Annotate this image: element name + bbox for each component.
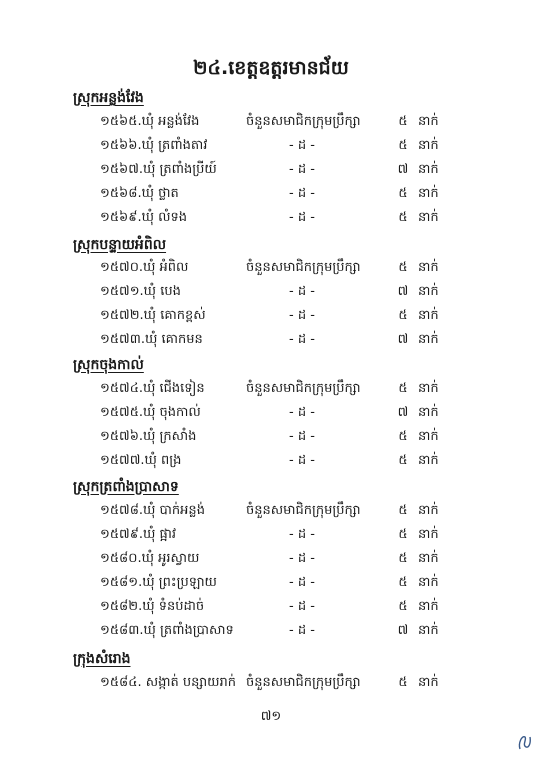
- ditto-mark: - ដ -: [289, 284, 315, 299]
- commune-name: ១៥៧០.ឃុំ អំពិល: [100, 260, 189, 275]
- unit-label: នាក់: [418, 429, 439, 444]
- ditto-mark: - ដ -: [289, 623, 315, 638]
- commune-name: ១៥៨១.ឃុំ ព្រះប្រឡាយ: [100, 575, 217, 590]
- list-item: [0, 502, 542, 524]
- commune-name: ១៥៧៧.ឃុំ ពង្រ: [100, 453, 182, 468]
- page-title: ២៤.ខេត្តឧត្តរមានជ័យ: [193, 57, 349, 79]
- list-item: [0, 598, 542, 620]
- ditto-mark: - ដ -: [289, 527, 315, 542]
- member-count: ៥: [398, 138, 408, 153]
- list-item: [0, 622, 542, 644]
- unit-label: នាក់: [418, 186, 439, 201]
- list-item: [0, 331, 542, 353]
- commune-name: ១៥៨៣.ឃុំ ត្រពាំងប្រាសាទ: [100, 623, 234, 638]
- list-item: [0, 113, 542, 135]
- commune-name: ១៥៧៥.ឃុំ ចុងកាល់: [100, 405, 201, 420]
- section-heading: ស្រុកបន្ទាយអំពិល: [73, 237, 167, 253]
- signature-mark-icon: [516, 731, 534, 753]
- list-item: [0, 380, 542, 402]
- unit-label: នាក់: [418, 551, 439, 566]
- member-count: ៥: [398, 575, 408, 590]
- list-item: [0, 404, 542, 426]
- list-item: [0, 526, 542, 548]
- unit-label: នាក់: [418, 284, 439, 299]
- list-item: [0, 452, 542, 474]
- commune-name: ១៥៧៨.ឃុំ បាក់អន្លង់: [100, 503, 205, 518]
- member-count: ៥: [398, 503, 408, 518]
- member-count: ៥: [398, 429, 408, 444]
- list-item: [0, 161, 542, 183]
- member-count: ៧: [397, 284, 409, 299]
- ditto-mark: - ដ -: [289, 186, 315, 201]
- ditto-mark: - ដ -: [289, 551, 315, 566]
- member-count: ៥: [398, 599, 408, 614]
- commune-name: ១៥៦៩.ឃុំ លំទង: [100, 210, 187, 225]
- ditto-mark: - ដ -: [289, 308, 315, 323]
- ditto-mark: - ដ -: [289, 138, 315, 153]
- unit-label: នាក់: [418, 405, 439, 420]
- commune-name: ១៥៦៦.ឃុំ ត្រពាំងតាវ: [100, 138, 208, 153]
- list-item: [0, 307, 542, 329]
- commune-name: ១៥៨៤. សង្កាត់ បន្សាយរាក់: [100, 675, 237, 690]
- unit-label: នាក់: [418, 210, 439, 225]
- member-count: ៥: [398, 551, 408, 566]
- list-item: [0, 428, 542, 450]
- member-description: ចំនួនសមាជិកក្រុមប្រឹក្សា: [246, 114, 361, 129]
- list-item: [0, 283, 542, 305]
- unit-label: នាក់: [418, 114, 439, 129]
- unit-label: នាក់: [418, 162, 439, 177]
- commune-name: ១៥៦៨.ឃុំ ថ្លាត: [100, 186, 179, 201]
- list-item: [0, 674, 542, 696]
- unit-label: នាក់: [418, 623, 439, 638]
- ditto-mark: - ដ -: [289, 599, 315, 614]
- unit-label: នាក់: [418, 575, 439, 590]
- member-count: ៧: [397, 405, 409, 420]
- member-count: ៧: [397, 162, 409, 177]
- ditto-mark: - ដ -: [289, 453, 315, 468]
- unit-label: នាក់: [418, 138, 439, 153]
- list-item: [0, 209, 542, 231]
- member-count: ៥: [398, 453, 408, 468]
- member-count: ៧: [397, 623, 409, 638]
- list-item: [0, 259, 542, 281]
- ditto-mark: - ដ -: [289, 162, 315, 177]
- commune-name: ១៥៧១.ឃុំ បេង: [100, 284, 181, 299]
- list-item: [0, 574, 542, 596]
- unit-label: នាក់: [418, 260, 439, 275]
- commune-name: ១៥៦៥.ឃុំ អន្លង់វែង: [100, 114, 200, 129]
- commune-name: ១៥៨០.ឃុំ អូរស្វាយ: [100, 551, 200, 566]
- member-count: ៥: [398, 527, 408, 542]
- commune-name: ១៥៧២.ឃុំ គោកខ្ពស់: [100, 308, 206, 323]
- member-count: ៥: [398, 675, 408, 690]
- section-heading: ស្រុកអន្លង់វែង: [73, 90, 144, 106]
- section-heading: ស្រុកត្រពាំងប្រាសាទ: [73, 479, 179, 495]
- member-count: ៥: [398, 114, 408, 129]
- member-description: ចំនួនសមាជិកក្រុមប្រឹក្សា: [246, 503, 361, 518]
- commune-name: ១៥៧៩.ឃុំ ផ្អាវ: [100, 527, 177, 542]
- member-description: ចំនួនសមាជិកក្រុមប្រឹក្សា: [246, 260, 361, 275]
- member-count: ៧: [397, 332, 409, 347]
- unit-label: នាក់: [418, 599, 439, 614]
- list-item: [0, 550, 542, 572]
- list-item: [0, 137, 542, 159]
- commune-name: ១៥៧៦.ឃុំ ក្រសាំង: [100, 429, 197, 444]
- commune-name: ១៥៦៧.ឃុំ ត្រពាំងប្រីយ៍: [100, 162, 217, 177]
- ditto-mark: - ដ -: [289, 210, 315, 225]
- member-count: ៥: [398, 260, 408, 275]
- page-number: ៧១: [260, 709, 282, 724]
- member-description: ចំនួនសមាជិកក្រុមប្រឹក្សា: [246, 381, 361, 396]
- commune-name: ១៥៧៤.ឃុំ ជើងទៀន: [100, 381, 205, 396]
- member-count: ៥: [398, 381, 408, 396]
- list-item: [0, 185, 542, 207]
- member-description: ចំនួនសមាជិកក្រុមប្រឹក្សា: [246, 675, 361, 690]
- unit-label: នាក់: [418, 453, 439, 468]
- ditto-mark: - ដ -: [289, 405, 315, 420]
- unit-label: នាក់: [418, 675, 439, 690]
- unit-label: នាក់: [418, 332, 439, 347]
- ditto-mark: - ដ -: [289, 429, 315, 444]
- commune-name: ១៥៧៣.ឃុំ គោកមន: [100, 332, 203, 347]
- section-heading: ស្រុកចុងកាល់: [73, 357, 144, 373]
- commune-name: ១៥៨២.ឃុំ ទំនប់ដាច់: [100, 599, 205, 614]
- unit-label: នាក់: [418, 308, 439, 323]
- unit-label: នាក់: [418, 503, 439, 518]
- unit-label: នាក់: [418, 381, 439, 396]
- section-heading: ក្រុងសំរោង: [73, 651, 131, 667]
- member-count: ៥: [398, 186, 408, 201]
- member-count: ៥: [398, 308, 408, 323]
- unit-label: នាក់: [418, 527, 439, 542]
- ditto-mark: - ដ -: [289, 332, 315, 347]
- ditto-mark: - ដ -: [289, 575, 315, 590]
- member-count: ៥: [398, 210, 408, 225]
